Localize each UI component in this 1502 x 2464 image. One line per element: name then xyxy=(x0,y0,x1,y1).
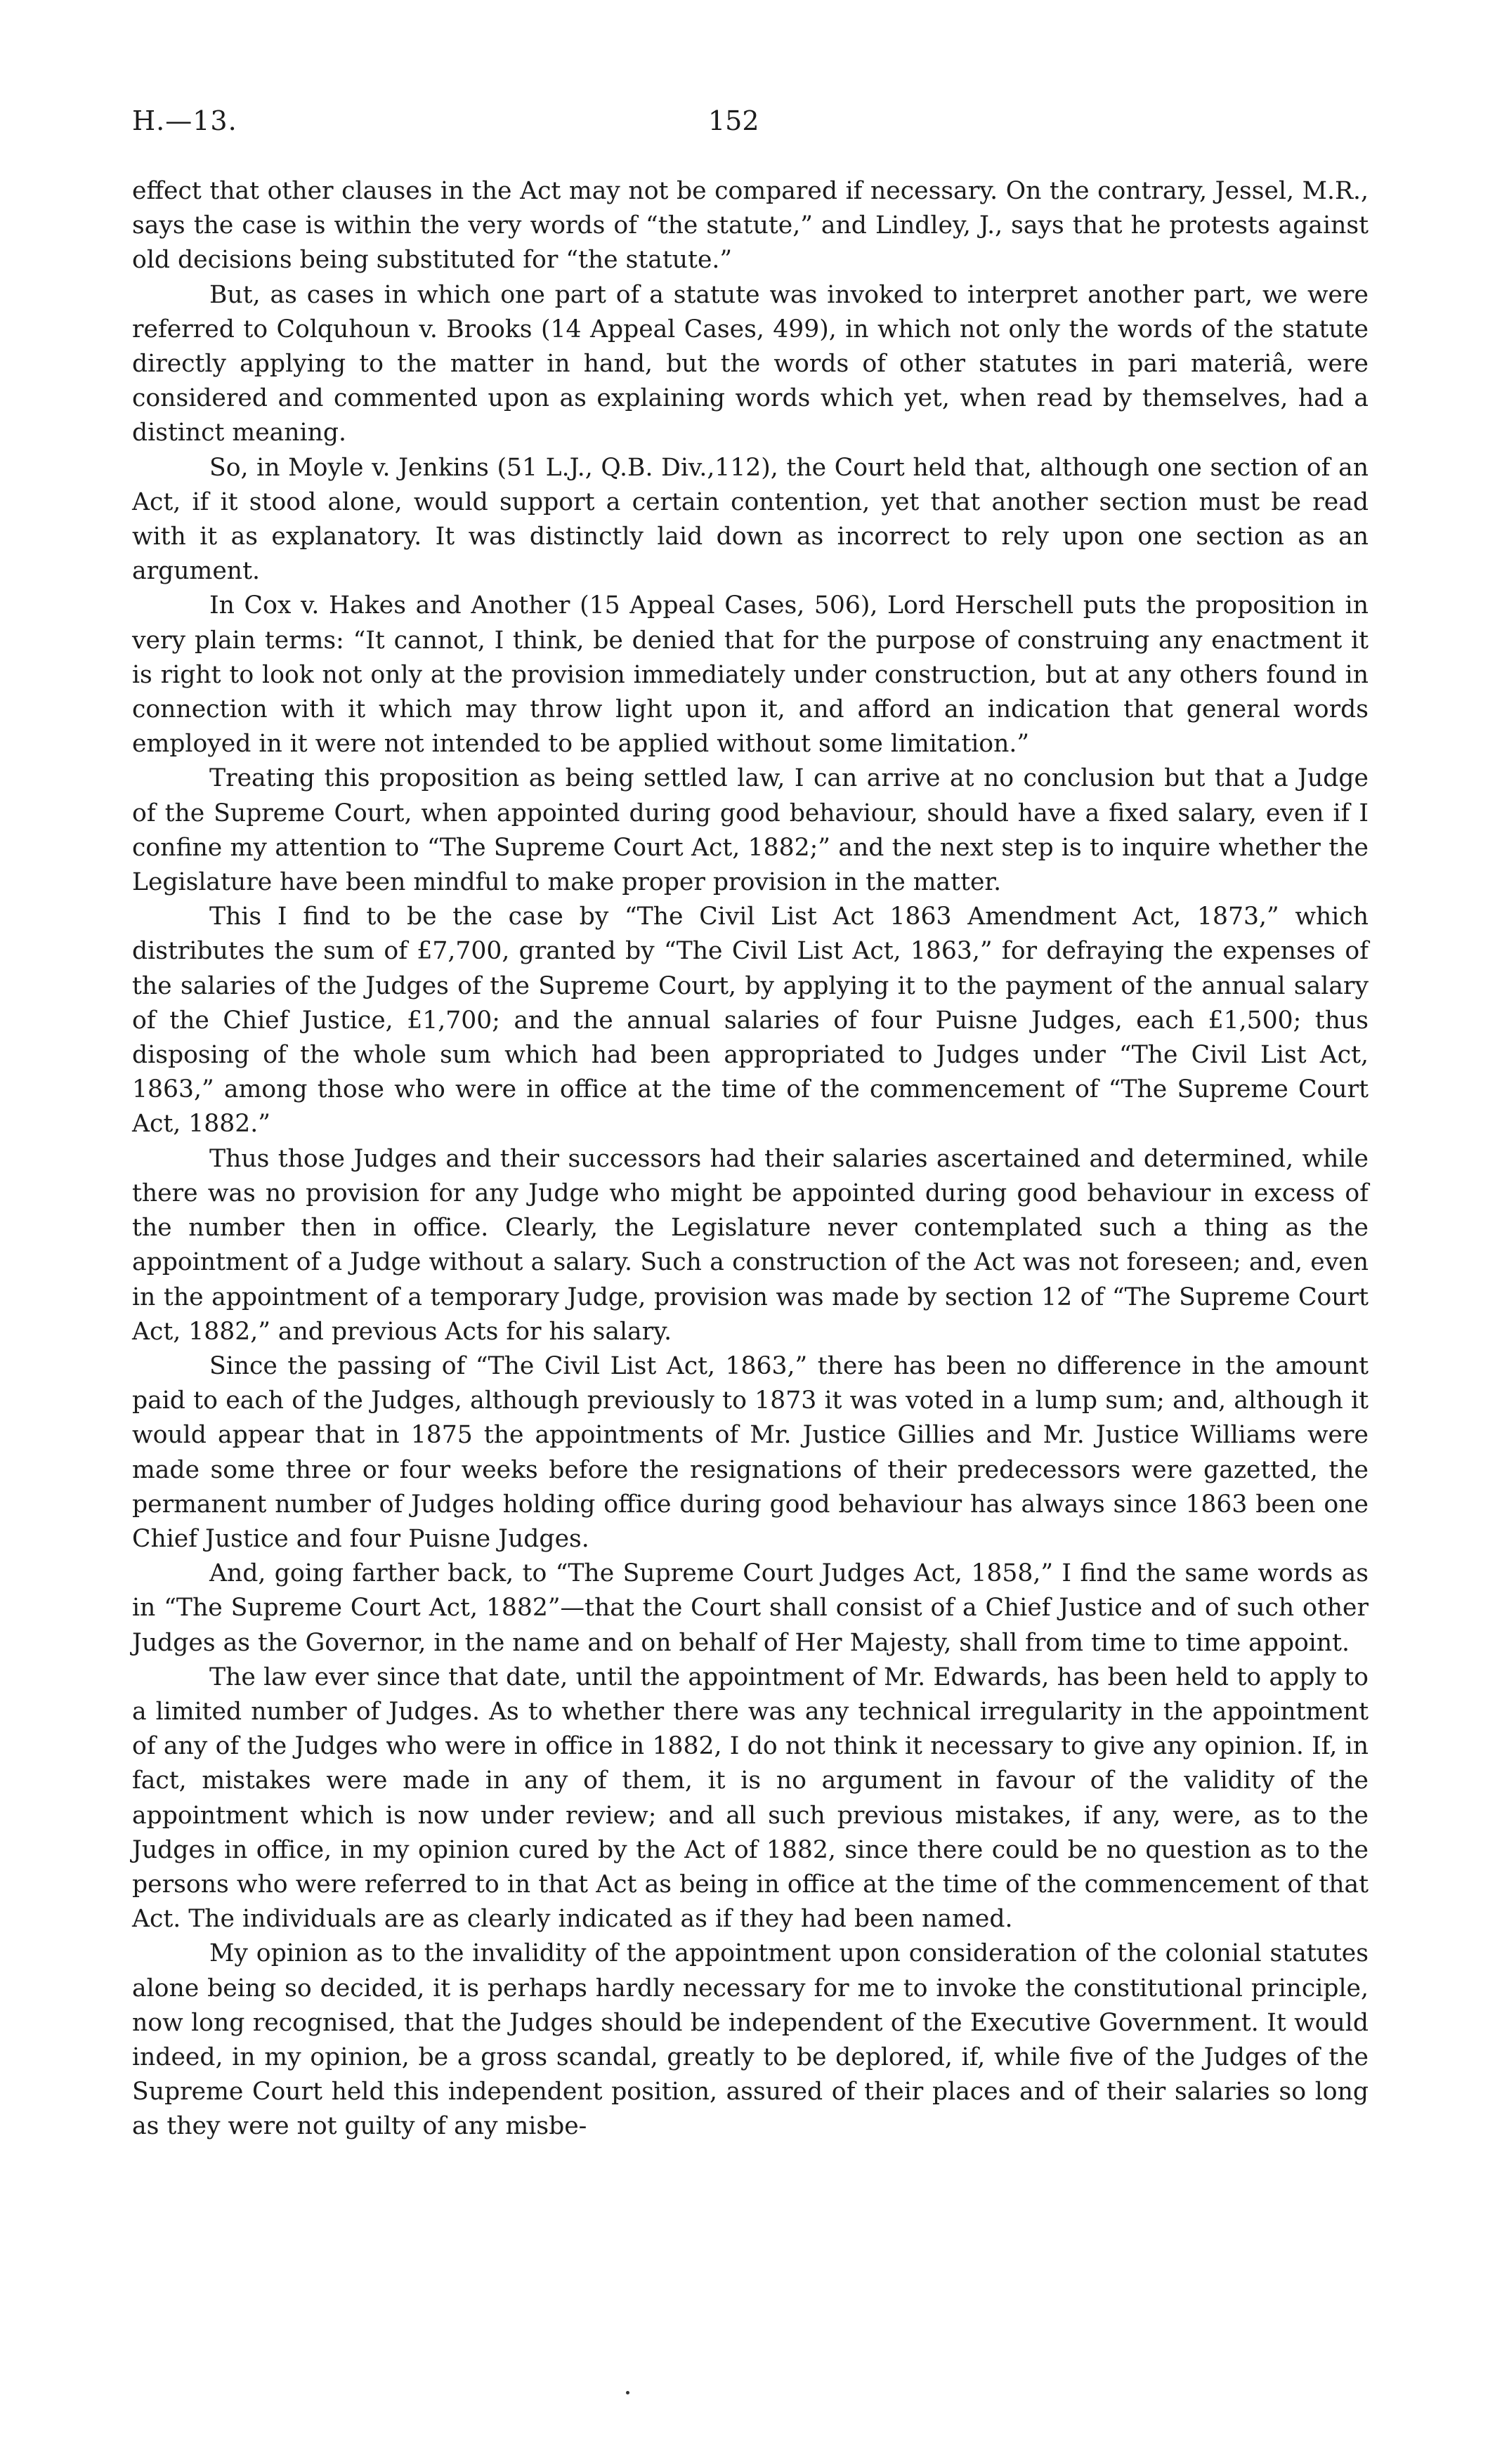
page-number: 152 xyxy=(708,105,759,136)
paragraph-9: And, going farther back, to “The Supreme Court Judges Act, 1858,” I find the same words as in “The Supreme Court Act, 1882”—that the Court shall consist of a Chief Justice and of such other Judges as the Governor, in the name and on behalf of Her Majesty, shall from time to time appoint. xyxy=(132,1559,1369,1657)
paragraph-1: effect that other clauses in the Act may not be compared if necessary. On the contrary, Jessel, M.R., says the case is within the very words of “the statute,” and Lindley, J., says that he protests against old decisions being substituted for “the statute.” xyxy=(132,177,1369,275)
document-reference: H.—13. xyxy=(132,105,237,136)
paragraph-8: Since the passing of “The Civil List Act, 1863,” there has been no difference in the amount paid to each of the Judges, although previously to 1873 it was voted in a lump sum; and, although it would appear that in 1875 the appointments of Mr. Justice Gillies and Mr. Justice Williams were made some three or four weeks before the resignations of their predecessors were gazetted, the permanent number of Judges holding office during good behaviour has always since 1863 been one Chief Justice and four Puisne Judges. xyxy=(132,1351,1369,1553)
paragraph-2: But, as cases in which one part of a statute was invoked to interpret another part, we were referred to Colquhoun v. Brooks (14 Appeal Cases, 499), in which not only the words of the statute directly applying to the matter in hand, but the words of other statutes in pari materiâ, were considered and commented upon as explaining words which yet, when read by themselves, had a distinct meaning. xyxy=(132,280,1369,447)
paragraph-7: Thus those Judges and their successors had their salaries ascertained and determined, while there was no provision for any Judge who might be appointed during good behaviour in excess of the number then in office. Clearly, the Legislature never contemplated such a thing as the appointment of a Judge without a salary. Such a construction of the Act was not foreseen; and, even in the appointment of a temporary Judge, provision was made by section 12 of “The Supreme Court Act, 1882,” and previous Acts for his salary. xyxy=(132,1144,1369,1346)
body-text xyxy=(132,174,1369,2144)
paragraph-10: The law ever since that date, until the appointment of Mr. Edwards, has been held to apply to a limited number of Judges. As to whether there was any technical irregularity in the appointment of any of the Judges who were in office in 1882, I do not think it necessary to give any opinion. If, in fact, mistakes were made in any of them, it is no argument in favour of the validity of the appointment which is now under review; and all such previous mistakes, if any, were, as to the Judges in office, in my opinion cured by the Act of 1882, since there could be no question as to the persons who were referred to in that Act as being in office at the time of the commencement of that Act. The individuals are as clearly indicated as if they had been named. xyxy=(132,1663,1369,1934)
page-header xyxy=(132,105,1369,148)
paragraph-11: My opinion as to the invalidity of the appointment upon consideration of the colonial statutes alone being so decided, it is perhaps hardly necessary for me to invoke the constitutional principle, now long recognised, that the Judges should be independent of the Executive Government. It would indeed, in my opinion, be a gross scandal, greatly to be deplored, if, while five of the Judges of the Supreme Court held this independent position, assured of their places and of their salaries so long as they were not guilty of any misbe- xyxy=(132,1939,1369,2141)
paragraph-3: So, in Moyle v. Jenkins (51 L.J., Q.B. Div.,112), the Court held that, although one section of an Act, if it stood alone, would support a certain contention, yet that another section must be read with it as explanatory. It was distinctly laid down as incorrect to rely upon one section as an argument. xyxy=(132,453,1369,586)
paragraph-5: Treating this proposition as being settled law, I can arrive at no conclusion but that a Judge of the Supreme Court, when appointed during good behaviour, should have a fixed salary, even if I confine my attention to “The Supreme Court Act, 1882;” and the next step is to inquire whether the Legislature have been mindful to make proper provision in the matter. xyxy=(132,764,1369,897)
paragraph-6: This I find to be the case by “The Civil List Act 1863 Amendment Act, 1873,” which distributes the sum of £7,700, granted by “The Civil List Act, 1863,” for defraying the expenses of the salaries of the Judges of the Supreme Court, by applying it to the payment of the annual salary of the Chief Justice, £1,700; and the annual salaries of four Puisne Judges, each £1,500; thus disposing of the whole sum which had been appropriated to Judges under “The Civil List Act, 1863,” among those who were in office at the time of the commencement of “The Supreme Court Act, 1882.” xyxy=(132,903,1369,1139)
paragraph-4: In Cox v. Hakes and Another (15 Appeal Cases, 506), Lord Herschell puts the proposition in very plain terms: “It cannot, I think, be denied that for the purpose of construing any enactment it is right to look not only at the provision immediately under construction, but at any others found in connection with it which may throw light upon it, and afford an indication that general words employed in it were not intended to be applied without some limitation.” xyxy=(132,591,1369,759)
printer-mark xyxy=(626,2391,629,2394)
